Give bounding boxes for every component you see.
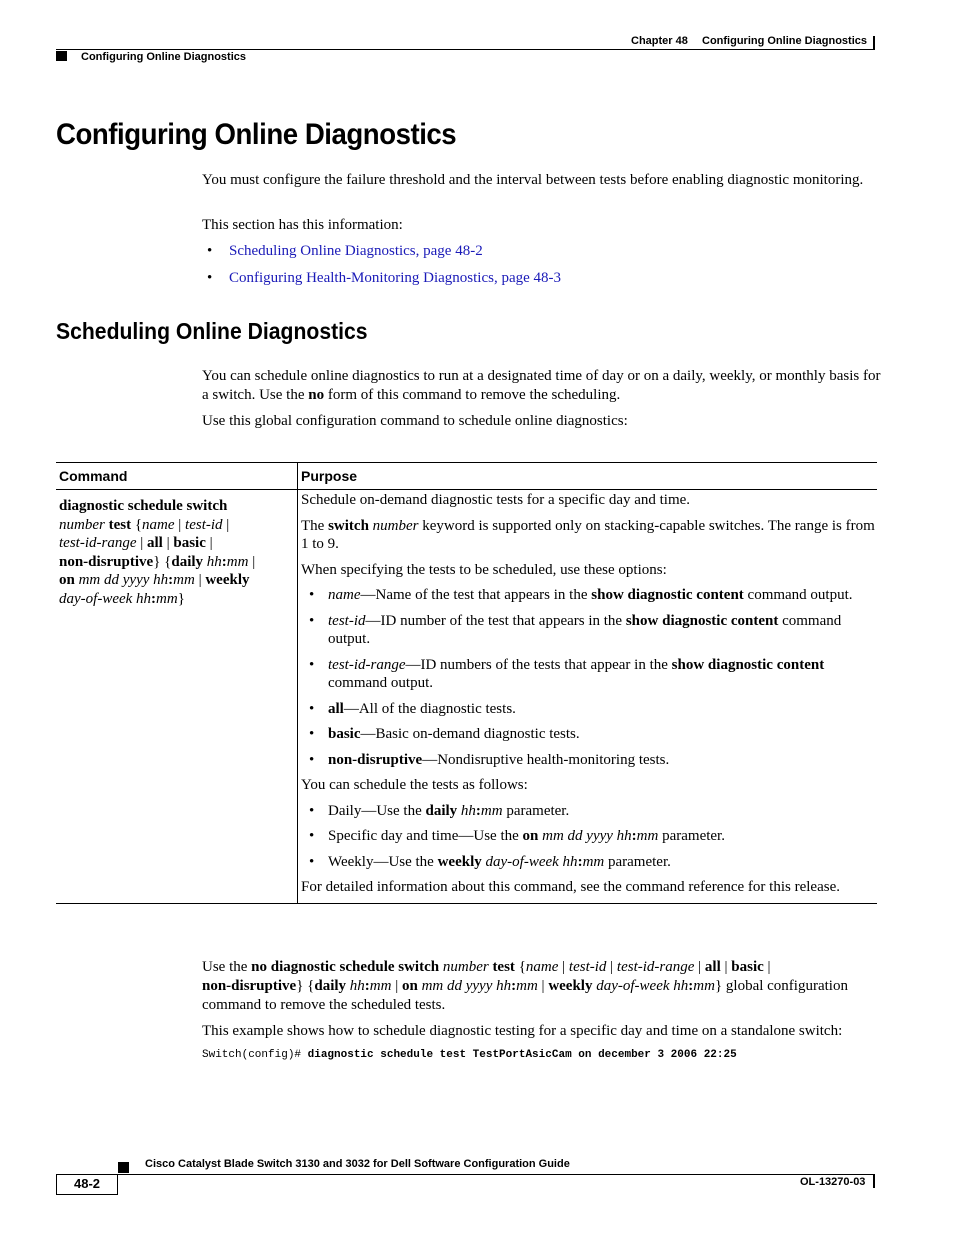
code-prompt: Switch(config)# bbox=[202, 1049, 308, 1061]
remove-command-paragraph: Use the no diagnostic schedule switch number test {name | test-id | test-id-range | all | basic | non-disruptive} {daily hh:mm | on mm dd yyyy hh:mm | weekly day-of-week hh:mm} global configuration command to remove the scheduled tests. bbox=[202, 959, 848, 1013]
option-item: • non-disruptive—Nondisruptive health-monitoring tests. bbox=[301, 751, 877, 770]
footer-doc-id: OL-13270-03 bbox=[800, 1176, 866, 1188]
option-item: • test-id—ID number of the test that appears in the show diagnostic content command output. bbox=[301, 612, 877, 649]
footer-book-title: Cisco Catalyst Blade Switch 3130 and 3032 for Dell Software Configuration Guide bbox=[145, 1158, 570, 1170]
header-command: Command bbox=[56, 463, 298, 490]
section-paragraph: You can schedule online diagnostics to run at a designated time of day or on a daily, weekly, or monthly basis for a switch. Use the no form of this command to remove the scheduling. bbox=[202, 368, 881, 403]
footer-marker bbox=[118, 1162, 129, 1173]
option-item: • name—Name of the test that appears in the show diagnostic content command output. bbox=[301, 586, 877, 605]
section-title: Scheduling Online Diagnostics bbox=[56, 318, 368, 344]
page-title: Configuring Online Diagnostics bbox=[56, 118, 457, 151]
header-section: Configuring Online Diagnostics bbox=[81, 51, 246, 63]
purpose-options-lead: When specifying the tests to be scheduled, use these options: bbox=[301, 561, 667, 578]
section-lead: Use this global configuration command to schedule online diagnostics: bbox=[202, 413, 628, 429]
code-example bbox=[202, 1049, 737, 1061]
table-row bbox=[56, 490, 877, 904]
schedule-item: • Weekly—Use the weekly day-of-week hh:mm parameter. bbox=[301, 853, 877, 872]
header-bar bbox=[873, 36, 875, 50]
link-scheduling[interactable]: Scheduling Online Diagnostics, page 48-2 bbox=[229, 243, 483, 259]
schedule-item: • Specific day and time—Use the on mm dd yyyy hh:mm parameter. bbox=[301, 827, 877, 846]
intro-link-item: • Configuring Health-Monitoring Diagnostics, page 48-3 bbox=[207, 270, 562, 286]
header-marker bbox=[56, 51, 67, 61]
footer-rule bbox=[56, 1174, 875, 1175]
purpose-switch-note: The switch number keyword is supported only on stacking-capable switches. The range is from 1 to 9. bbox=[301, 517, 875, 552]
command-purpose bbox=[298, 490, 878, 904]
purpose-schedule-lead: You can schedule the tests as follows: bbox=[301, 777, 528, 793]
code-command: diagnostic schedule test TestPortAsicCam on december 3 2006 22:25 bbox=[307, 1049, 737, 1061]
schedule-item: • Daily—Use the daily hh:mm parameter. bbox=[301, 802, 877, 821]
header-rule bbox=[56, 49, 875, 50]
purpose-summary: Schedule on-demand diagnostic tests for a specific day and time. bbox=[301, 492, 691, 508]
header-chapter: Chapter 48 bbox=[631, 35, 688, 47]
purpose-reference-note: For detailed information about this command, see the command reference for this release. bbox=[301, 879, 840, 895]
option-item: • all—All of the diagnostic tests. bbox=[301, 700, 877, 719]
intro-list-lead: This section has this information: bbox=[202, 217, 403, 233]
command-table bbox=[56, 462, 877, 904]
intro-paragraph: You must configure the failure threshold and the interval between tests before enabling diagnostic monitoring. bbox=[202, 172, 864, 188]
intro-link-item: • Scheduling Online Diagnostics, page 48-2 bbox=[207, 243, 483, 259]
example-paragraph: This example shows how to schedule diagnostic testing for a specific day and time on a standalone switch: bbox=[202, 1023, 843, 1039]
header-chapter-title: Configuring Online Diagnostics bbox=[702, 35, 867, 47]
link-health-monitoring[interactable]: Configuring Health-Monitoring Diagnostics, page 48-3 bbox=[229, 270, 562, 286]
option-item: • test-id-range—ID numbers of the tests that appear in the show diagnostic content command output. bbox=[301, 656, 877, 693]
command-syntax: diagnostic schedule switch number test {name | test-id | test-id-range | all | basic | non-disruptive} {daily hh:mm | on mm dd yyyy hh:mm | weekly day-of-week hh:mm} bbox=[56, 490, 298, 904]
option-item: • basic—Basic on-demand diagnostic tests. bbox=[301, 725, 877, 744]
header-purpose: Purpose bbox=[298, 463, 878, 490]
footer-bar bbox=[873, 1174, 875, 1188]
footer-page-number: 48-2 bbox=[56, 1174, 118, 1195]
